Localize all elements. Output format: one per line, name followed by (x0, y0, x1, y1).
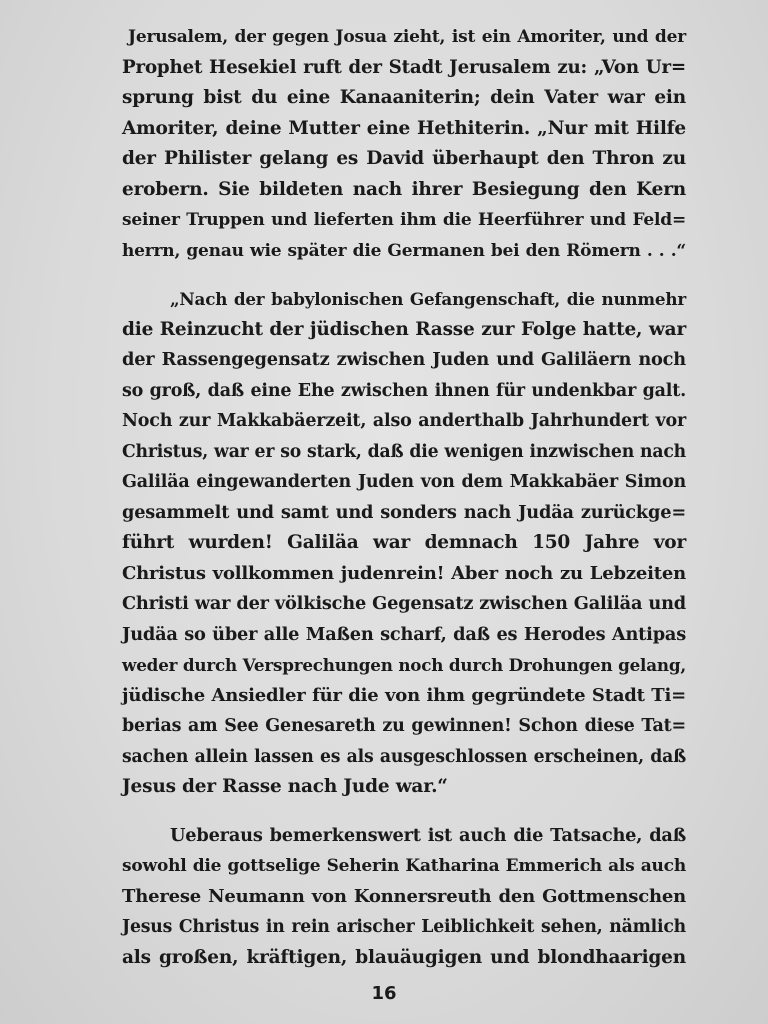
text-line: herrn, genau wie später die Germanen bei den Römern . . .“ (122, 240, 686, 261)
text-line: Judäa so über alle Maßen scharf, daß es Herodes Antipas (122, 623, 686, 645)
text-line: Christus, war er so stark, daß die wenigen inzwischen nach (122, 441, 686, 462)
text-line: erobern. Sie bildeten nach ihrer Besiegung den Kern (122, 178, 686, 200)
text-line: der Rassengegensatz zwischen Juden und Galiläern noch (122, 349, 686, 370)
text-line: „Nach der babylonischen Gefangenschaft, die nunmehr (170, 289, 686, 309)
text-line: Christus vollkommen judenrein! Aber noch zu Lebzeiten (122, 562, 686, 584)
text-line: weder durch Versprechungen noch durch Drohungen gelang, (122, 655, 686, 675)
paragraph-1 (122, 22, 686, 266)
text-line: Christi war der völkische Gegensatz zwischen Galiläa und (122, 593, 686, 614)
paragraph-3 (122, 821, 686, 974)
text-line: Therese Neumann von Konnersreuth den Gottmenschen (122, 885, 686, 907)
text-line: Noch zur Makkabäerzeit, also anderthalb Jahrhundert vor (122, 411, 686, 431)
text-line: gesammelt und samt und sonders nach Judäa zurückge= (122, 501, 686, 523)
text-line: jüdische Ansiedler für die von ihm gegründete Stadt Ti= (122, 684, 686, 706)
text-line: die Reinzucht der jüdischen Rasse zur Folge hatte, war (122, 318, 686, 340)
text-line: so groß, daß eine Ehe zwischen ihnen für undenkbar galt. (122, 380, 686, 401)
page-number: 16 (371, 983, 397, 1004)
body-text (122, 22, 686, 973)
text-line: Jesus Christus in rein arischer Leiblichkeit sehen, nämlich (122, 917, 686, 937)
text-line: Amoriter, deine Mutter eine Hethiterin. „Nur mit Hilfe (122, 117, 686, 139)
text-line: Galiläa eingewanderten Juden von dem Makkabäer Simon (122, 472, 686, 492)
text-line: Jesus der Rasse nach Jude war.“ (122, 776, 448, 797)
text-line: sachen allein lassen es als ausgeschlossen erscheinen, daß (122, 746, 686, 767)
text-line: Prophet Hesekiel ruft der Stadt Jerusalem zu: „Von Ur= (122, 56, 686, 78)
text-line: Jerusalem, der gegen Josua zieht, ist ein Amoriter, und der (128, 27, 686, 47)
text-line: berias am See Genesareth zu gewinnen! Schon diese Tat= (122, 716, 686, 736)
text-line: der Philister gelang es David überhaupt den Thron zu (122, 148, 686, 169)
text-line: führt wurden! Galiläa war demnach 150 Jahre vor (122, 532, 686, 553)
text-line: Ueberaus bemerkenswert ist auch die Tatsache, daß (170, 824, 686, 846)
text-line: sowohl die gottselige Seherin Katharina Emmerich als auch (122, 856, 686, 876)
text-line: als großen, kräftigen, blauäugigen und blondhaarigen (122, 946, 686, 968)
text-line: sprung bist du eine Kanaaniterin; dein Vater war ein (122, 87, 686, 108)
paragraph-2 (122, 284, 686, 803)
text-line: seiner Truppen und lieferten ihm die Heerführer und Feld= (122, 210, 686, 230)
